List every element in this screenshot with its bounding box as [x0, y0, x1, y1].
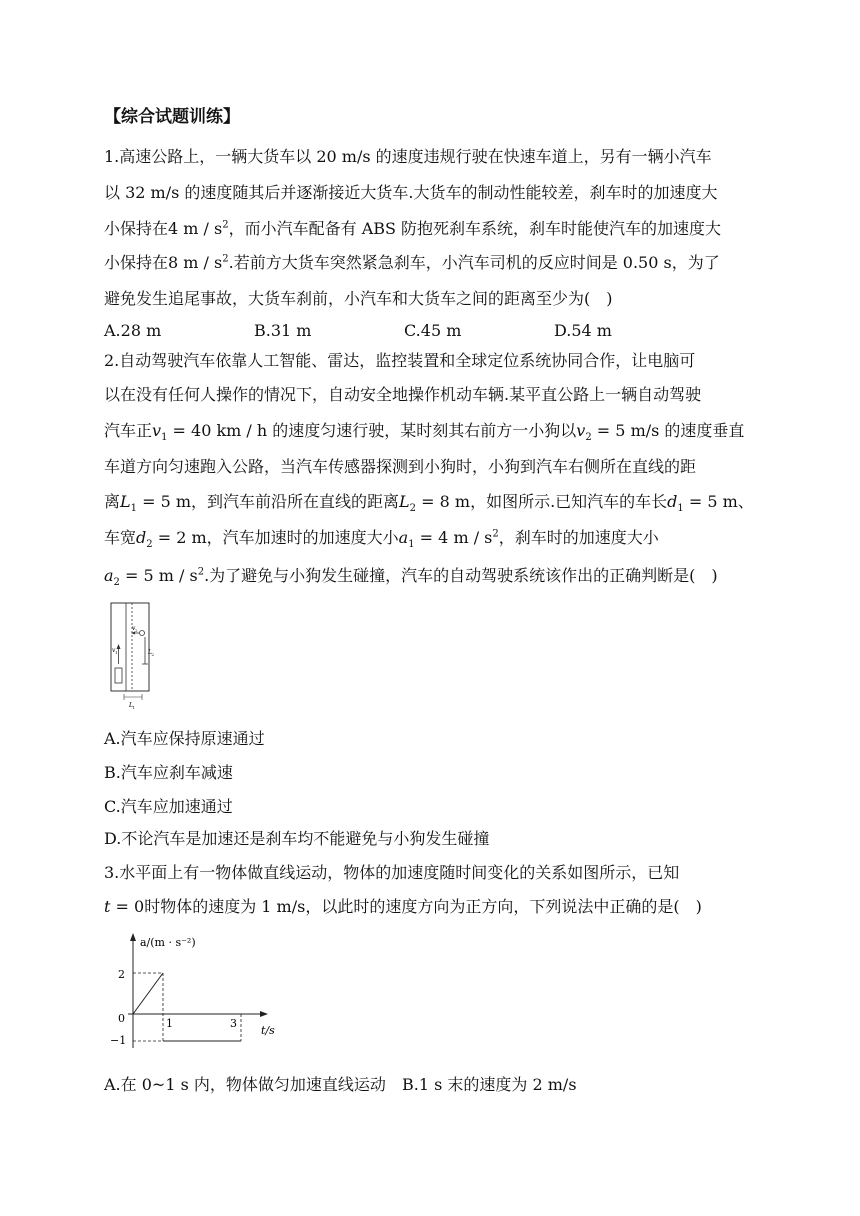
- q1-accel-car: 8 m / s: [168, 253, 223, 272]
- q1-accel-truck: 4 m / s: [168, 219, 223, 238]
- q1-line-4: 小保持在8 m / $s^2$.若前方大货车突然紧急刹车，小汽车司机的反应时间是 0.50 s，为了: [104, 253, 720, 272]
- q1-option-b: B.31 m: [254, 321, 312, 340]
- q3-y-tick-neg1: −1: [110, 1034, 127, 1047]
- fig-label-L1: L: [129, 702, 133, 709]
- q3-y-tick-2: 2: [118, 968, 125, 981]
- q3-option-b: B.1 s 末的速度为 2 m/s: [402, 1075, 577, 1094]
- svg-text:2: 2: [135, 628, 138, 633]
- q1-line-5: 避免发生追尾事故，大货车刹前，小汽车和大货车之间的距离至少为( ): [104, 289, 613, 308]
- q1-option-d: D.54 m: [554, 321, 612, 340]
- q2-line-1: 2.自动驾驶汽车依靠人工智能、雷达，监控装置和全球定位系统协同合作，让电脑可: [104, 351, 696, 370]
- q3-line-1: 3.水平面上有一物体做直线运动，物体的加速度随时间变化的关系如图所示，已知: [104, 863, 680, 882]
- q2-line-4: 车道方向匀速跑入公路，当汽车传感器探测到小狗时，小狗到汽车右侧所在直线的距: [104, 457, 697, 476]
- dog-circle: [140, 631, 145, 636]
- q3-option-a: A.在 0~1 s 内，物体做匀加速直线运动: [104, 1075, 386, 1094]
- section-heading: 【综合试题训练】: [104, 107, 240, 127]
- q3-line-2: t = 0时物体的速度为 1 m/s，以此时的速度方向为正方向，下列说法中正确的是( ): [104, 897, 702, 916]
- q2-line-2: 以在没有任何人操作的情况下，自动安全地操作机动车辆.某平直公路上一辆自动驾驶: [104, 385, 702, 404]
- q3-x-tick-1: 1: [166, 1017, 173, 1030]
- car-rectangle: [115, 668, 122, 683]
- fig-label-L2: L: [148, 649, 152, 656]
- q1-line-3: 小保持在4 m / $s^2$，而小汽车配备有 ABS 防抱死刹车系统，刹车时能使汽车的加速度大: [104, 219, 722, 238]
- svg-text:1: 1: [132, 705, 136, 710]
- q3-acceleration-graph: [108, 928, 292, 1054]
- q2-line-5: 离$L_1 = 5$ m，到汽车前沿所在直线的距离$L_2 = 8$ m，如图所示.已知汽车的车长$d_1 = 5$ m、: [104, 492, 754, 515]
- svg-text:2: 2: [151, 652, 155, 657]
- q2-line-3: 汽车正$v_1 = 40$ km / h 的速度匀速行驶，某时刻其右前方一小狗以$v_2 = 5$ m/s 的速度垂直: [104, 421, 745, 444]
- q2-option-a: A.汽车应保持原速通过: [104, 729, 265, 748]
- svg-text:1: 1: [115, 650, 118, 655]
- fig-label-v2: v: [132, 625, 136, 632]
- q2-option-d: D.不论汽车是加速还是刹车均不能避免与小狗发生碰撞: [104, 829, 490, 848]
- q3-segment-ramp: [133, 973, 163, 1014]
- q2-option-b: B.汽车应刹车减速: [104, 763, 233, 782]
- q2-option-c: C.汽车应加速通过: [104, 797, 233, 816]
- q1-line-1: 1.高速公路上，一辆大货车以 20 m/s 的速度违规行驶在快速车道上，另有一辆小汽车: [104, 147, 712, 166]
- q1-option-a: A.28 m: [104, 321, 162, 340]
- q2-line-7: $a_2 = 5$ m / $s^2$.为了避免与小狗发生碰撞，汽车的自动驾驶系统该作出的正确判断是( ): [104, 566, 718, 589]
- fig-label-v1: v: [112, 647, 116, 654]
- q3-y-axis-label: a/(m · s⁻²): [140, 936, 196, 949]
- q2-road-diagram: [104, 600, 164, 712]
- q1-option-c: C.45 m: [404, 321, 462, 340]
- q1-line-2: 以 32 m/s 的速度随其后并逐渐接近大货车.大货车的制动性能较差，刹车时的加速度大: [104, 183, 718, 202]
- q3-y-tick-0: 0: [118, 1012, 125, 1025]
- q3-x-axis-label: t/s: [261, 1024, 275, 1037]
- q3-x-tick-3: 3: [230, 1017, 237, 1030]
- q2-line-6: 车宽$d_2 = 2$ m，汽车加速时的加速度大小$a_1 = 4$ m / $s^2$，刹车时的加速度大小: [104, 528, 659, 551]
